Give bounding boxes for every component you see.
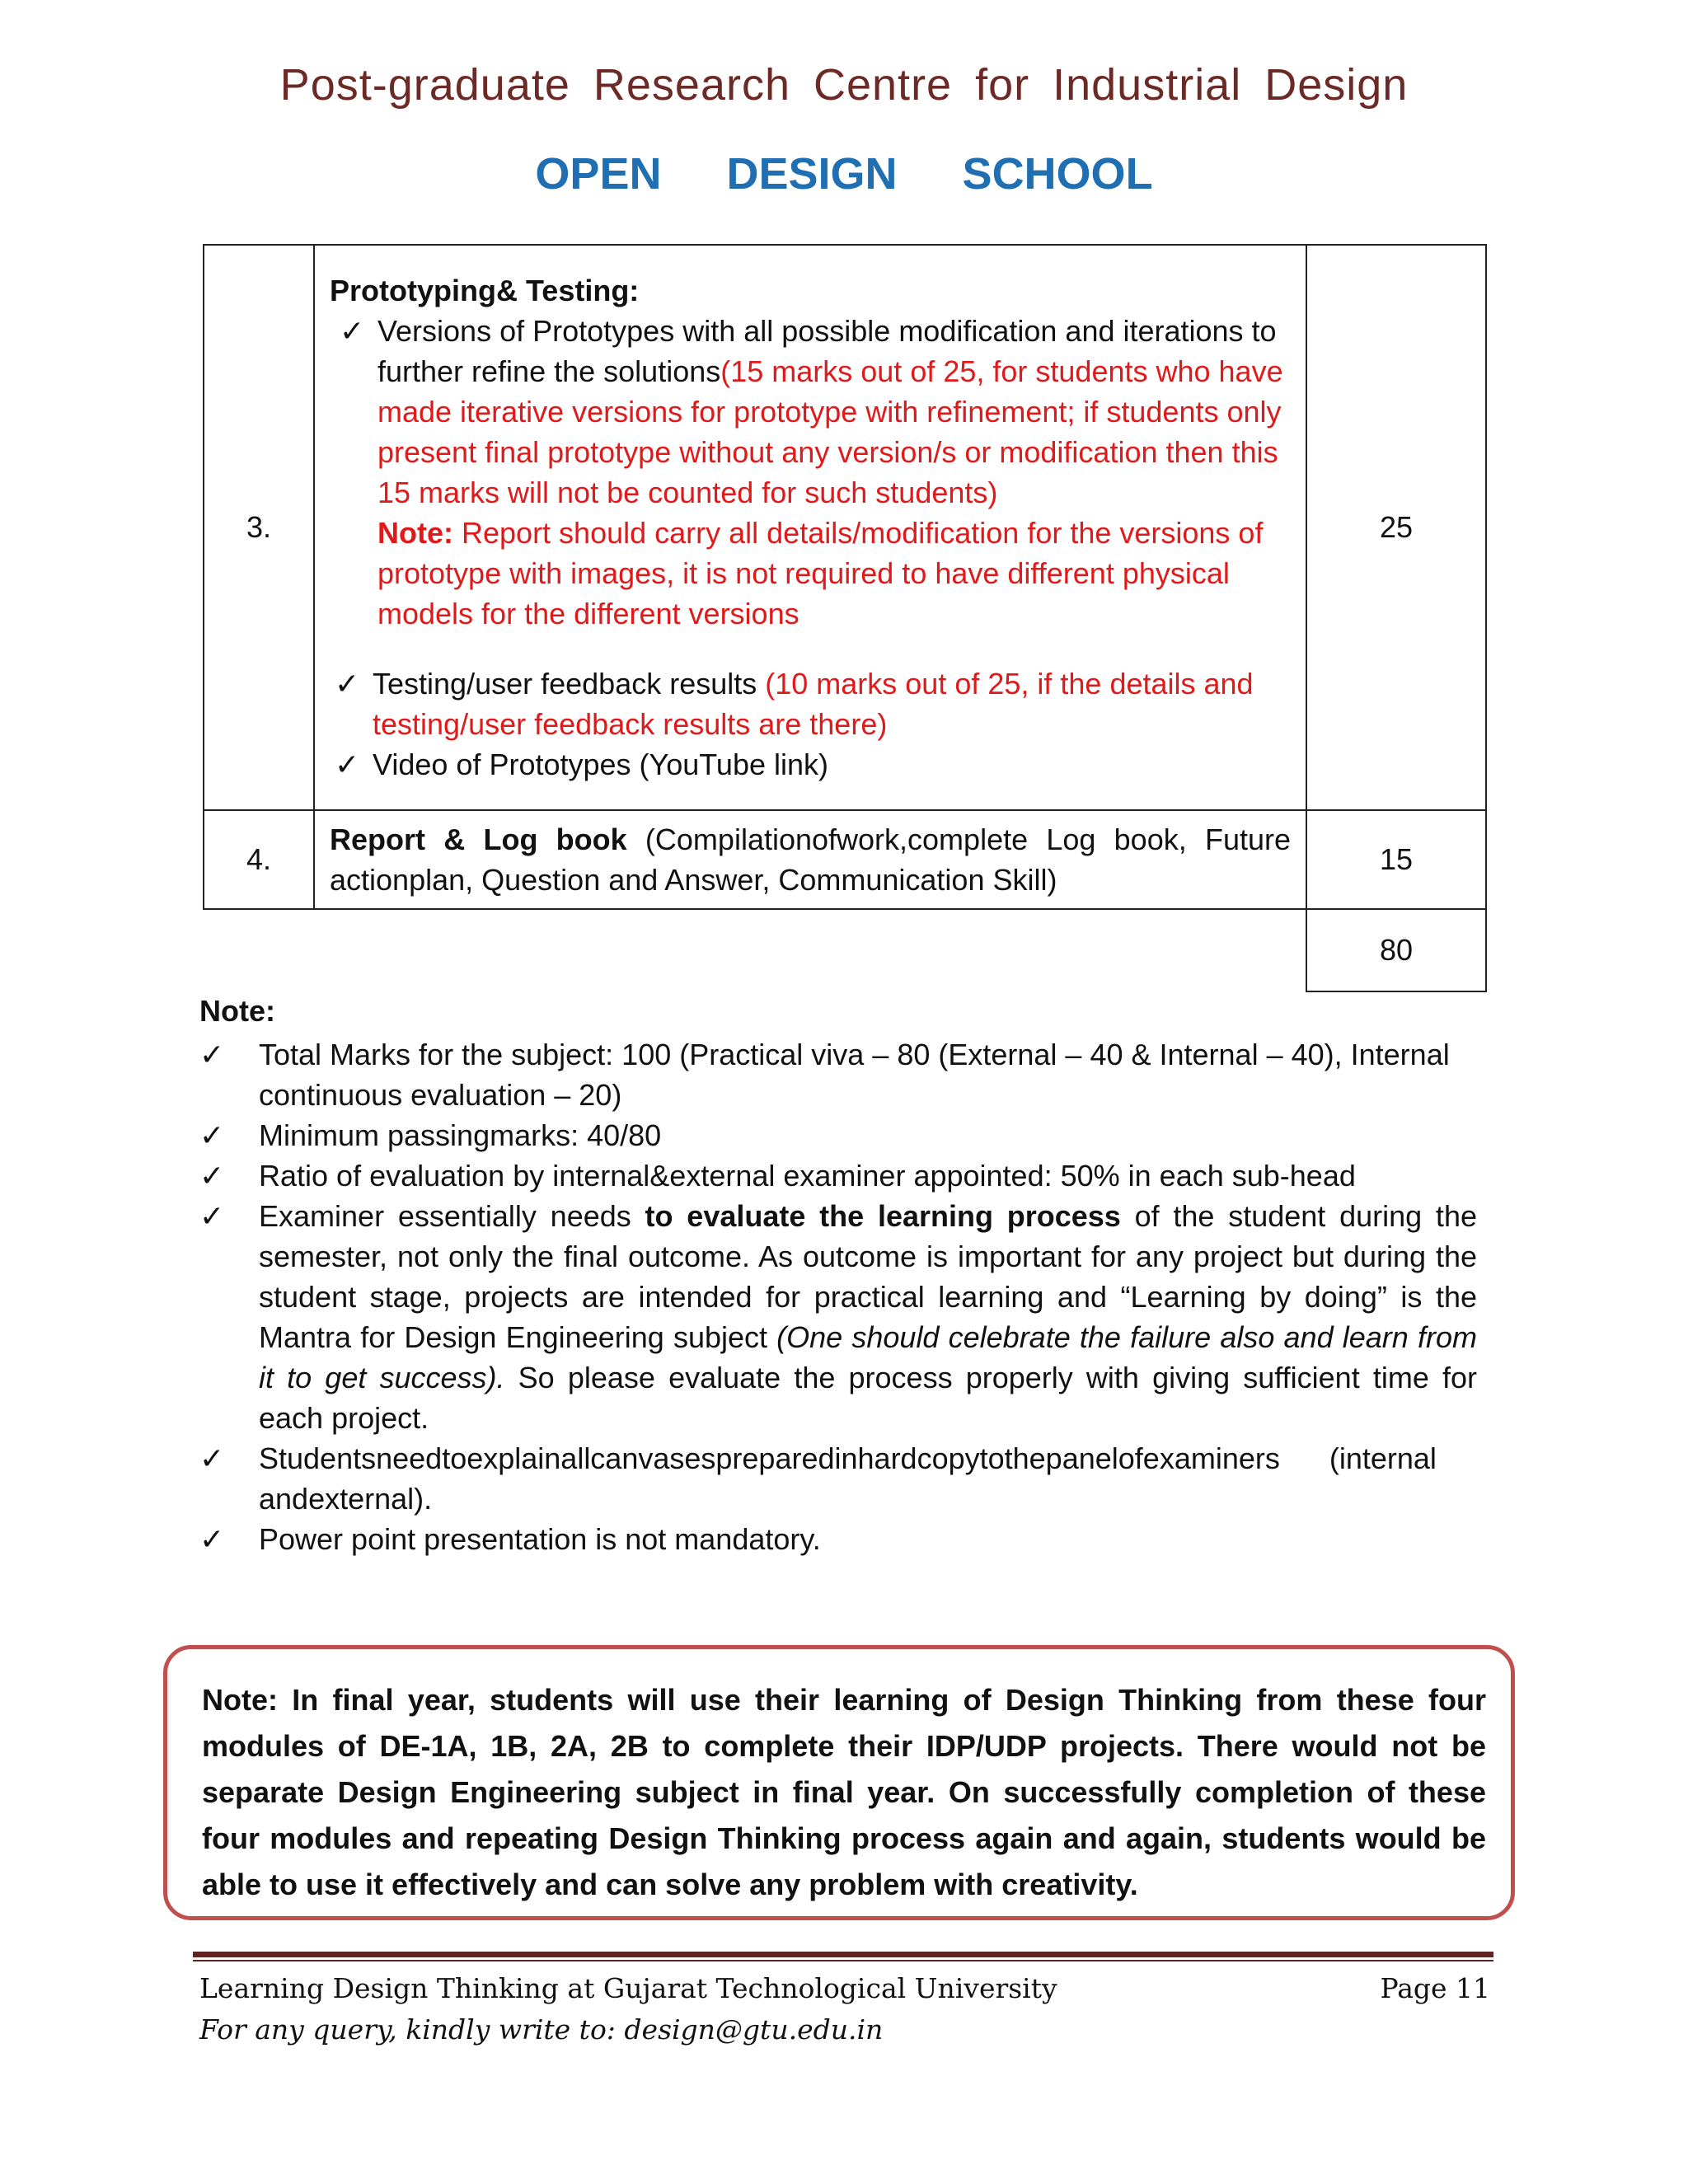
item-red-text: (15 marks out of 25, for students who have made iterative versions for prototype with refinement; if students only present final prototype without any version/s or modification then this 15 marks will not be counted for such students) (377, 354, 1283, 509)
table-row (204, 810, 1486, 909)
footer-line: Learning Design Thinking at Gujarat Technological University (199, 1972, 1057, 2004)
subtitle-word: SCHOOL (962, 149, 1153, 199)
list-item (199, 1115, 1477, 1155)
footer-divider-thin (193, 1960, 1493, 1961)
list-item (199, 1034, 1477, 1115)
notes-section (199, 991, 1477, 1559)
evaluation-table (203, 244, 1487, 992)
note-text: ✓ Studentsneedtoexplainallcanvasespreparedinhardcopytothepanelofexaminers (internal (259, 1441, 1437, 1475)
item-text: Video of Prototypes (YouTube link) (373, 748, 829, 781)
list-item (199, 1438, 1477, 1519)
row-heading: Prototyping& Testing: (330, 274, 640, 307)
footer-divider (193, 1952, 1493, 1957)
page-header-subtitle (0, 148, 1688, 199)
final-year-note-box: Note: In final year, students will use their learning of Design Thinking from these four modules of DE-1A, 1B, 2A, 2B to complete their IDP/UDP projects. There would not be separate Design Engineering subject in final year. On successfully completion of these four modules and repeating Design Thinking process again and again, students would be able to use it effectively and can solve any problem with creativity. (163, 1645, 1515, 1920)
subtitle-word: DESIGN (726, 149, 898, 199)
list-item (330, 744, 1291, 785)
note-text: Ratio of evaluation by internal&external examiner appointed: 50% in each sub-head (259, 1159, 1356, 1193)
note-text: Power point presentation is not mandatory. (259, 1522, 821, 1556)
note-bold-text: to evaluate the learning process (645, 1199, 1121, 1233)
row-description (314, 245, 1306, 810)
table-row (204, 245, 1486, 810)
row-text: (Compilationofwork,complete Log book, Future actionplan, Question and Answer, Communication Skill) (330, 823, 1292, 897)
list-item (199, 1196, 1477, 1438)
note-text: So please evaluate the process properly with giving sufficient time for each project. (259, 1361, 1477, 1435)
footer (199, 1968, 1271, 2050)
row-bold-label: Report & Log book (330, 823, 627, 856)
note-text: Examiner essentially needs (259, 1199, 645, 1233)
row-marks: 25 (1306, 245, 1486, 810)
item-red-text: (10 marks out of 25, if the details and testing/user feedback results are there) (373, 667, 1254, 741)
row-description (314, 810, 1306, 909)
item-text: Testing/user feedback results (373, 667, 766, 701)
note-italic-text: (One should celebrate the failure also and learn from it to get success). (259, 1320, 1477, 1394)
list-item (199, 1519, 1477, 1559)
list-item (335, 311, 1291, 634)
row-number: 3. (204, 245, 314, 810)
row-marks: 15 (1306, 810, 1486, 909)
item-text: Versions of Prototypes with all possible modification and iterations to further refine the solutions (377, 314, 1277, 388)
note-text: Report should carry all details/modification for the versions of prototype with images, it is not required to have different physical models for the different versions (377, 516, 1264, 630)
page-number: Page 11 (1380, 1972, 1490, 2004)
note-text: of the student during the semester, not only the final outcome. As outcome is important for any project but during the student stage, projects are intended for practical learning and “Learning by doing” is the Mantra for Design Engineering subject (259, 1199, 1477, 1354)
note-text: Minimum passingmarks: 40/80 (259, 1118, 662, 1152)
page-header-title: Post-graduate Research Centre for Industrial Design (279, 60, 1409, 110)
row-number: 4. (204, 810, 314, 909)
total-marks: 80 (1306, 909, 1486, 991)
table-row-total (204, 909, 1486, 991)
list-item (199, 1155, 1477, 1196)
note-text: Total Marks for the subject: 100 (Practical viva – 80 (External – 40 & Internal – 40), Internal continuous evaluation – 20) (259, 1038, 1450, 1112)
notes-heading: Note: (199, 994, 275, 1028)
list-item (330, 663, 1291, 744)
subtitle-word: OPEN (535, 149, 662, 199)
note-text: andexternal). (259, 1482, 433, 1516)
footer-contact: For any query, kindly write to: design@gtu.edu.in (199, 2013, 884, 2046)
note-label: Note: (377, 516, 453, 550)
